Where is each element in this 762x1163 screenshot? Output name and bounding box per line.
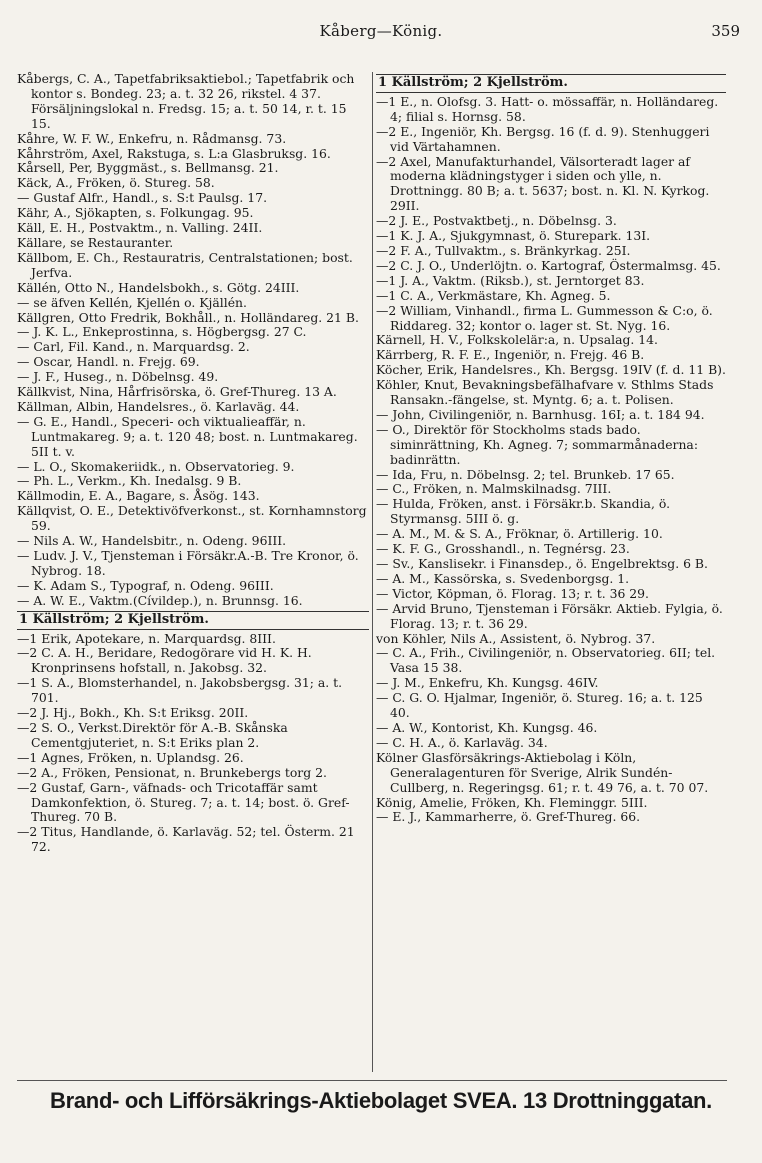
directory-entry: — J. K. L., Enkeprostinna, s. Högbergsg. 27 C. — [17, 324, 307, 340]
directory-entry: — Ludv. J. V., Tjensteman i Försäkr.A.-B. Tre Kronor, ö. Nybrog. 18. — [17, 548, 359, 578]
directory-entry: —2 Titus, Handlande, ö. Karlaväg. 52; tel. Österm. 21 72. — [17, 824, 355, 855]
directory-entry: Kähr, A., Sjökapten, s. Folkungag. 95. — [17, 205, 254, 221]
directory-entry: — Ph. L., Verkm., Kh. Inedalsg. 9 B. — [17, 473, 242, 489]
directory-entry: —1 C. A., Verkmästare, Kh. Agneg. 5. — [376, 287, 611, 303]
column-divider — [372, 72, 373, 1072]
directory-entry: — se äfven Kellén, Kjellén o. Kjällén. — [17, 294, 247, 310]
directory-entry: — O., Direktör för Stockholms stads bado. siminrättning, Kh. Agneg. 7; sommarmånaderna: badinrättn. — [376, 421, 698, 467]
directory-entry: —1 Erik, Apotekare, n. Marquardsg. 8III. — [17, 630, 276, 646]
directory-entry: — G. E., Handl., Speceri- och viktualieaffär, n. Luntmakareg. 9; a. t. 120 48; bost. n. Luntmakareg. 5II t. v. — [17, 413, 358, 459]
directory-entry: — John, Civilingeniör, n. Barnhusg. 16I; a. t. 184 94. — [376, 406, 705, 422]
directory-entry: Kåhre, W. F. W., Enkefru, n. Rådmansg. 73. — [17, 130, 287, 146]
left-column — [17, 72, 369, 855]
page-number: 359 — [711, 22, 740, 40]
directory-entry: — C. A., Frih., Civilingeniör, n. Observatorieg. 6II; tel. Vasa 15 38. — [376, 645, 716, 676]
directory-entry: König, Amelie, Fröken, Kh. Fleminggr. 5III. — [376, 794, 648, 810]
directory-entry: —2 F. A., Tullvaktm., s. Bränkyrkag. 25I. — [376, 242, 631, 258]
section-heading: 1 Källström; 2 Kjellström. — [376, 74, 726, 93]
directory-entry: —2 Gustaf, Garn-, väfnads- och Tricotaffär samt Damkonfektion, ö. Stureg. 7; a. t. 14; bost. ö. Gref-Thureg. 70 B. — [17, 779, 350, 825]
directory-entry: Källkvist, Nina, Hårfrisörska, ö. Gref-Thureg. 13 A. — [17, 384, 337, 400]
directory-entry: Köhler, Knut, Bevakningsbefälhafvare v. Sthlms Stads Ransakn.-fängelse, st. Myntg. 6; a. t. Polisen. — [376, 377, 714, 408]
right-column — [376, 72, 726, 825]
directory-entry: —2 E., Ingeniör, Kh. Bergsg. 16 (f. d. 9). Stenhuggeri vid Värtahamnen. — [376, 123, 710, 154]
directory-entry: — Arvid Bruno, Tjensteman i Försäkr. Aktieb. Fylgia, ö. Florag. 13; r. t. 36 29. — [376, 600, 723, 631]
directory-entry: — K. Adam S., Typograf, n. Odeng. 96III. — [17, 577, 274, 593]
directory-entry: — K. F. G., Grosshandl., n. Tegnérsg. 23. — [376, 541, 630, 557]
directory-entry: von Köhler, Nils A., Assistent, ö. Nybrog. 37. — [376, 630, 656, 646]
directory-entry: — Sv., Kanslisekr. i Finansdep., ö. Engelbrektsg. 6 B. — [376, 556, 708, 571]
directory-entry: — Carl, Fil. Kand., n. Marquardsg. 2. — [17, 339, 250, 355]
directory-entry: Käck, A., Fröken, ö. Stureg. 58. — [17, 175, 215, 191]
directory-entry: —1 J. A., Vaktm. (Riksb.), st. Jerntorget 83. — [376, 272, 645, 288]
directory-entry: Köcher, Erik, Handelsres., Kh. Bergsg. 19IV (f. d. 11 B). — [376, 362, 726, 378]
directory-entry: Käll, E. H., Postvaktm., n. Valling. 24II. — [17, 220, 263, 236]
directory-entry: —1 K. J. A., Sjukgymnast, ö. Sturepark. 13I. — [376, 228, 651, 244]
directory-entry: — L. O., Skomakeriidk., n. Observatorieg. 9. — [17, 458, 295, 474]
directory-entry: —2 William, Vinhandl., firma L. Gummesson & C:o, ö. Riddareg. 32; kontor o. lager st. St. Nyg. 16. — [376, 302, 713, 333]
page-header — [0, 22, 762, 46]
directory-entry: Kåbergs, C. A., Tapetfabriksaktiebol.; Tapetfabrik och kontor s. Bondeg. 23; a. t. 32 26, rikstel. 4 37. Försäljningslokal n. Fredsg. 15; a. t. 50 14, r. t. 15 15. — [17, 71, 355, 131]
directory-entry: Kärrberg, R. F. E., Ingeniör, n. Frejg. 46 B. — [376, 347, 645, 363]
footer-advert: Brand- och Lifförsäkrings-Aktiebolaget SVEA. 13 Drottninggatan. — [50, 1088, 712, 1113]
directory-entry: —2 A., Fröken, Pensionat, n. Brunkebergs torg 2. — [17, 764, 327, 780]
directory-entry: — Ida, Fru, n. Döbelnsg. 2; tel. Brunkeb. 17 65. — [376, 466, 675, 482]
directory-entry: Källén, Otto N., Handelsbokh., s. Götg. 24III. — [17, 279, 300, 295]
footer-rule — [17, 1080, 727, 1081]
directory-entry: — A. M., M. & S. A., Fröknar, ö. Artillerig. 10. — [376, 526, 663, 542]
directory-entry: — Gustaf Alfr., Handl., s. S:t Paulsg. 17. — [17, 190, 268, 206]
directory-entry: —2 J. Hj., Bokh., Kh. S:t Eriksg. 20II. — [17, 705, 249, 721]
directory-entry: —2 S. O., Verkst.Direktör för A.-B. Skånska Cementgjuteriet, n. S:t Eriks plan 2. — [17, 719, 288, 750]
directory-entry: —1 S. A., Blomsterhandel, n. Jakobsbergsg. 31; a. t. 701. — [17, 675, 343, 706]
directory-entry: — Nils A. W., Handelsbitr., n. Odeng. 96III. — [17, 533, 287, 549]
directory-entry: — C., Fröken, n. Malmskilnadsg. 7III. — [376, 481, 612, 497]
directory-entry: — C. H. A., ö. Karlaväg. 34. — [376, 734, 548, 750]
running-head: Kåberg—König. — [319, 22, 443, 40]
directory-entry: — C. G. O. Hjalmar, Ingeniör, ö. Stureg. 16; a. t. 125 40. — [376, 690, 703, 721]
directory-entry: — J. M., Enkefru, Kh. Kungsg. 46IV. — [376, 675, 599, 691]
directory-entry: — Hulda, Fröken, anst. i Försäkr.b. Skandia, ö. Styrmansg. 5III ö. g. — [376, 496, 671, 527]
directory-entry: — J. F., Huseg., n. Döbelnsg. 49. — [17, 369, 219, 385]
directory-entry: — A. W., Kontorist, Kh. Kungsg. 46. — [376, 719, 598, 735]
directory-entry: Kärnell, H. V., Folkskolelär:a, n. Upsalag. 14. — [376, 332, 658, 348]
directory-entry: — Oscar, Handl. n. Frejg. 69. — [17, 354, 200, 370]
directory-entry: Källman, Albin, Handelsres., ö. Karlaväg. 44. — [17, 398, 300, 414]
directory-entry: Källbom, E. Ch., Restauratris, Centralstationen; bost. Jerfva. — [17, 249, 353, 280]
directory-entry: Kölner Glasförsäkrings-Aktiebolag i Köln, Generalagenturen för Sverige, Alrik Sundén-Cullberg, n. Regeringsg. 61; r. t. 49 76, a. t. 70 07. — [376, 749, 709, 795]
directory-entry: —2 J. E., Postvaktbetj., n. Döbelnsg. 3. — [376, 213, 617, 229]
directory-entry: —1 E., n. Olofsg. 3. Hatt- o. mössaffär, n. Holländareg. 4; filial s. Hornsg. 58. — [376, 93, 719, 124]
directory-entry: Källqvist, O. E., Detektivöfverkonst., st. Kornhamnstorg 59. — [17, 503, 367, 534]
directory-entry: Källare, se Restauranter. — [17, 234, 174, 250]
directory-entry: Kårsell, Per, Byggmäst., s. Bellmansg. 21. — [17, 160, 279, 176]
directory-entry: —2 Axel, Manufakturhandel, Välsorteradt lager af moderna klädningstyger i siden och ylle, n. Drottningg. 80 B; a. t. 5637; bost. n. Kl. N. Kyrkog. 29II. — [376, 153, 710, 214]
directory-entry: Källgren, Otto Fredrik, Bokhåll., n. Holländareg. 21 B. — [17, 309, 359, 325]
directory-entry: —1 Agnes, Fröken, n. Uplandsg. 26. — [17, 749, 244, 765]
directory-entry: — E. J., Kammarherre, ö. Gref-Thureg. 66. — [376, 809, 641, 825]
section-heading: 1 Källström; 2 Kjellström. — [17, 611, 369, 630]
directory-entry: — A. W. E., Vaktm.(Cívildep.), n. Brunnsg. 16. — [17, 592, 303, 608]
directory-entry: — Victor, Köpman, ö. Florag. 13; r. t. 36 29. — [376, 585, 649, 601]
directory-entry: — A. M., Kassörska, s. Svedenborgsg. 1. — [376, 570, 630, 586]
directory-entry: Källmodin, E. A., Bagare, s. Åsög. 143. — [17, 488, 260, 504]
directory-entry: Kåhrström, Axel, Rakstuga, s. L:a Glasbruksg. 16. — [17, 145, 331, 161]
directory-entry: —2 C. A. H., Beridare, Redogörare vid H. K. H. Kronprinsens hofstall, n. Jakobsg. 32. — [17, 645, 312, 676]
directory-entry: —2 C. J. O., Underlöjtn. o. Kartograf, Östermalmsg. 45. — [376, 257, 721, 273]
